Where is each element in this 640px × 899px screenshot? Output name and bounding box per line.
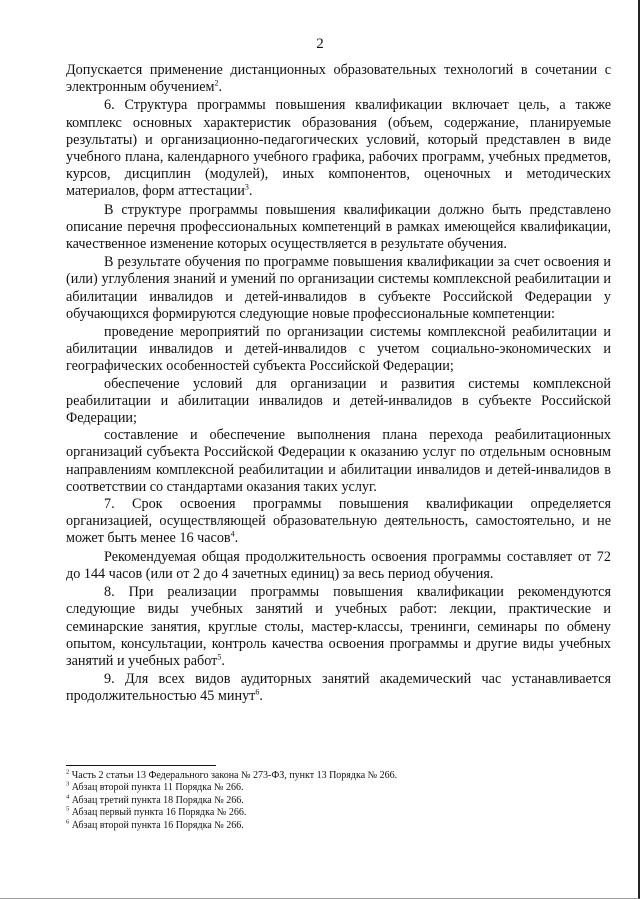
footnote-ref: 5 [217, 652, 222, 662]
paragraph-duration: Рекомендуемая общая продолжительность освоения программы составляет от 72 до 144 часов (или от 2 до 4 зачетных единиц) за весь период обучения. [66, 548, 611, 582]
footnote-ref: 6 [255, 687, 260, 697]
footnote: $^5$ Абзац первый пункта 16 Порядка № 266. [66, 805, 247, 819]
footnotes [66, 770, 611, 832]
footnote-ref: 2 [214, 78, 219, 88]
footnote: $^4$ Абзац третий пункта 18 Порядка № 266. [66, 793, 244, 806]
paragraph-item-9: 9. Для всех видов аудиторных занятий академический час устанавливается продолжительностью 45 минут$^6$. [66, 671, 611, 705]
paragraph-item-6: 6. Структура программы повышения квалификации включает цель, а также комплекс основных характеристик образования (объем, содержание, планируемые результаты) и организационно-педагогических условий, который представлен в виде учебного плана, календарного учебного графика, рабочих программ, учебных предметов, курсов, дисциплин (модулей), иных компонентов, оценочных и методических материалов, форм аттестации$^3$. [66, 97, 611, 200]
page-number: 2 [316, 36, 324, 52]
paragraph-competencies-description: В структуре программы повышения квалификации должно быть представлено описание перечня профессиональных компетенций в рамках имеющейся квалификации, качественное изменение которых осуществляется в результате обучения. [66, 201, 611, 253]
footnote: $^6$ Абзац второй пункта 16 Порядка № 266. [66, 818, 244, 831]
footnote: $^3$ Абзац второй пункта 11 Порядка № 266. [66, 781, 244, 794]
paragraph-distance-learning: Допускается применение дистанционных образовательных технологий в сочетании с электронным обучением$^2$. [66, 62, 611, 96]
paragraph-learning-results: В результате обучения по программе повышения квалификации за счет освоения и (или) углубления знаний и умений по организации системы комплексной реабилитации и абилитации инвалидов и детей-инвалидов в субъекте Российской Федерации у обучающихся формируются следующие новые профессиональные компетенции: [66, 254, 611, 322]
footnote-divider [66, 765, 216, 766]
footnote-ref: 3 [244, 182, 249, 192]
paragraph-competency-1: проведение мероприятий по организации системы комплексной реабилитации и абилитации инвалидов и детей-инвалидов с учетом социально-экономических и географических особенностей субъекта Российской Федерации; [66, 324, 611, 375]
paragraph-item-8: 8. При реализации программы повышения квалификации рекомендуются следующие виды учебных занятий и учебных работ: лекции, практические и семинарские занятия, круглые столы, мастер-классы, тренинги, семинары по обмену опытом, консультации, контроль качества освоения программы и другие виды учебных занятий и учебных работ$^5$. [66, 584, 611, 669]
paragraph-competency-2: обеспечение условий для организации и развития системы комплексной реабилитации и абилитации инвалидов и детей-инвалидов в субъекте Российской Федерации; [66, 375, 611, 427]
footnote: $^2$ Часть 2 статьи 13 Федерального закона № 273-ФЗ, пункт 13 Порядка № 266. [66, 768, 398, 781]
paragraph-competency-3: составление и обеспечение выполнения плана перехода реабилитационных организаций субъекта Российской Федерации к оказанию услуг по отдельным основным направлениям комплексной реабилитации и абилитации инвалидов и детей-инвалидов в соответствии со стандартами оказания таких услуг. [66, 427, 611, 495]
body-text [66, 62, 611, 706]
footnote-ref: 4 [230, 529, 235, 539]
paragraph-item-7: 7. Срок освоения программы повышения квалификации определяется организацией, осуществляющей образовательную деятельность, самостоятельно, и не может быть менее 16 часов$^4$. [66, 496, 611, 547]
